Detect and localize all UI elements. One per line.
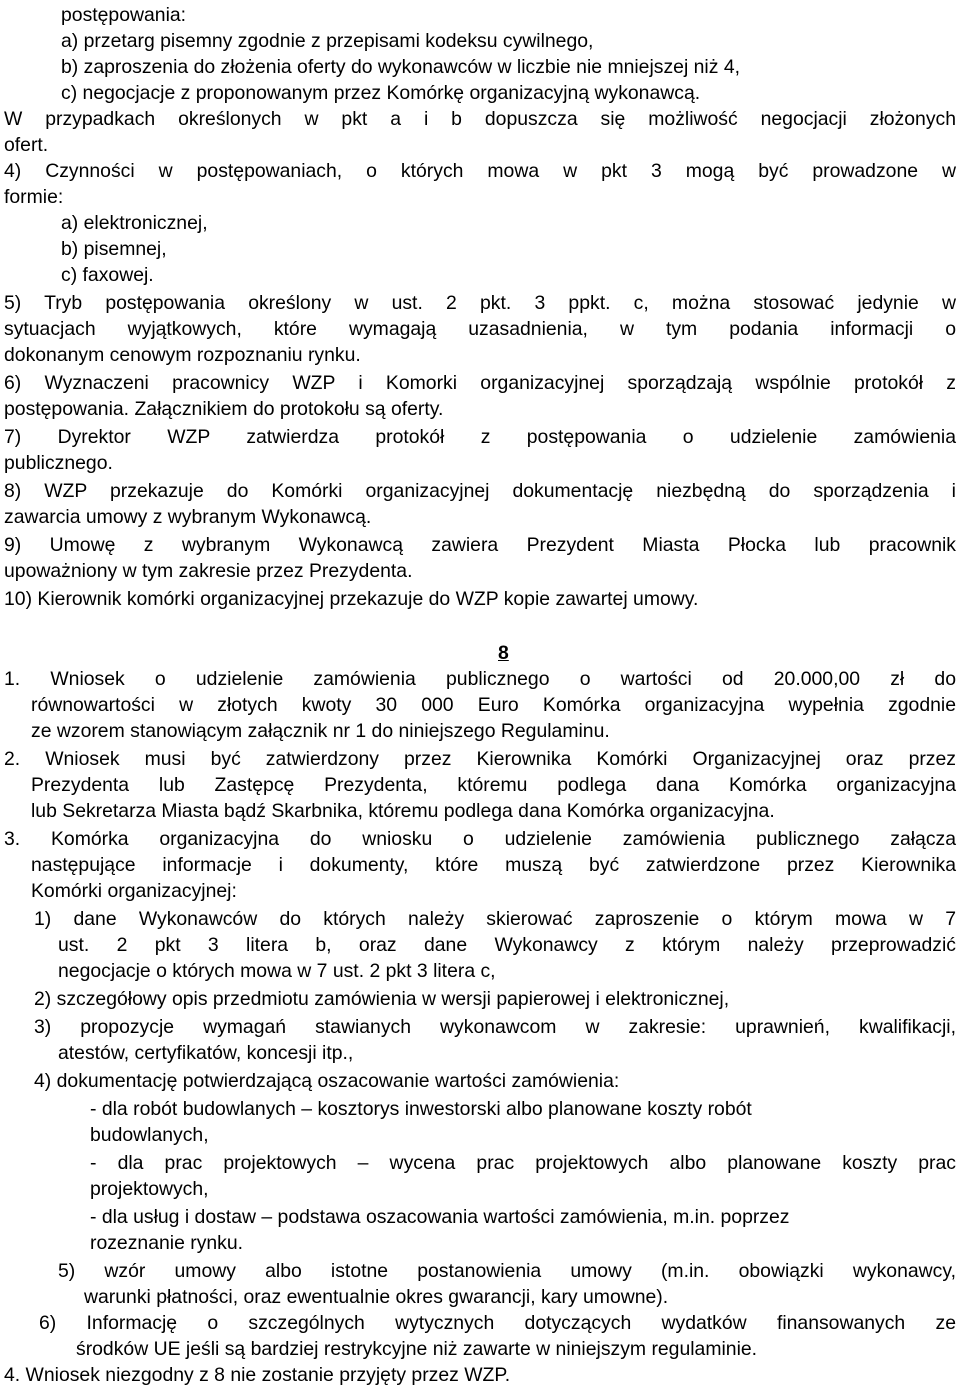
text-line: - dla robót budowlanych – kosztorys inwestorski albo planowane koszty robót xyxy=(90,1098,752,1120)
text-line: 1) dane Wykonawców do których należy skierować zaproszenie o którym mowa w 7 xyxy=(34,908,956,930)
text-line: ofert. xyxy=(4,134,49,156)
text-line: upoważniony w tym zakresie przez Prezydenta. xyxy=(4,560,413,582)
text-line: równowartości w złotych kwoty 30 000 Euro Komórka organizacyjna wypełnia zgodnie xyxy=(31,694,956,716)
text-line: a) przetarg pisemny zgodnie z przepisami kodeksu cywilnego, xyxy=(61,30,594,52)
text-line: - dla usług i dostaw – podstawa oszacowania wartości zamówienia, m.in. poprzez xyxy=(90,1206,790,1228)
text-line: 4. Wniosek niezgodny z 8 nie zostanie przyjęty przez WZP. xyxy=(4,1364,511,1386)
text-line: 8) WZP przekazuje do Komórki organizacyjnej dokumentację niezbędną do sporządzenia i xyxy=(4,480,956,502)
text-line: postępowania: xyxy=(61,4,187,26)
text-line: 4) dokumentację potwierdzającą oszacowanie wartości zamówienia: xyxy=(34,1070,620,1092)
text-line: rozeznanie rynku. xyxy=(90,1232,244,1254)
section-marker xyxy=(498,640,509,666)
text-line: W przypadkach określonych w pkt a i b dopuszcza się możliwość negocjacji złożonych xyxy=(4,108,956,130)
text-line: 5) wzór umowy albo istotne postanowienia umowy (m.in. obowiązki wykonawcy, xyxy=(58,1260,956,1282)
text-line: budowlanych, xyxy=(90,1124,209,1146)
text-line: zawarcia umowy z wybranym Wykonawcą. xyxy=(4,506,372,528)
text-line: b) pisemnej, xyxy=(61,238,167,260)
text-line: 3. Komórka organizacyjna do wniosku o udzielenie zamówienia publicznego załącza xyxy=(4,828,956,850)
text-line: lub Sekretarza Miasta bądź Skarbnika, któremu podlega dana Komórka organizacyjna. xyxy=(31,800,775,822)
text-line: sytuacjach wyjątkowych, które wymagają uzasadnienia, w tym podania informacji o xyxy=(4,318,956,340)
text-line: atestów, certyfikatów, koncesji itp., xyxy=(58,1042,354,1064)
text-line: negocjacje o których mowa w 7 ust. 2 pkt 3 litera c, xyxy=(58,960,496,982)
text-line: a) elektronicznej, xyxy=(61,212,208,234)
text-line: Komórki organizacyjnej: xyxy=(31,880,237,902)
text-line: Prezydenta lub Zastępcę Prezydenta, któremu podlega dana Komórka organizacyjna xyxy=(31,774,956,796)
text-line: 4) Czynności w postępowaniach, o których mowa w pkt 3 mogą być prowadzone w xyxy=(4,160,956,182)
text-line: 1. Wniosek o udzielenie zamówienia publicznego o wartości od 20.000,00 zł do xyxy=(4,668,956,690)
text-line: 2. Wniosek musi być zatwierdzony przez Kierownika Komórki Organizacyjnej oraz przez xyxy=(4,748,956,770)
text-line: ze wzorem stanowiącym załącznik nr 1 do niniejszego Regulaminu. xyxy=(31,720,610,742)
text-line: projektowych, xyxy=(90,1178,209,1200)
text-line: 6) Informację o szczególnych wytycznych dotyczących wydatków finansowanych ze xyxy=(39,1312,956,1334)
text-line: formie: xyxy=(4,186,64,208)
text-line: ust. 2 pkt 3 litera b, oraz dane Wykonawcy z którym należy przeprowadzić xyxy=(58,934,956,956)
text-line: publicznego. xyxy=(4,452,113,474)
text-line: 9) Umowę z wybranym Wykonawcą zawiera Prezydent Miasta Płocka lub pracownik xyxy=(4,534,956,556)
text-line: 3) propozycje wymagań stawianych wykonawcom w zakresie: uprawnień, kwalifikacji, xyxy=(34,1016,956,1038)
text-line: b) zaproszenia do złożenia oferty do wykonawców w liczbie nie mniejszej niż 4, xyxy=(61,56,740,78)
section-number: 8 xyxy=(498,642,509,664)
text-line: c) faxowej. xyxy=(61,264,154,286)
text-line: 7) Dyrektor WZP zatwierdza protokół z postępowania o udzielenie zamówienia xyxy=(4,426,956,448)
text-line: następujące informacje i dokumenty, które muszą być zatwierdzone przez Kierownika xyxy=(31,854,956,876)
text-line: 6) Wyznaczeni pracownicy WZP i Komorki organizacyjnej sporządzają wspólnie protokół z xyxy=(4,372,956,394)
text-line: c) negocjacje z proponowanym przez Komórkę organizacyjną wykonawcą. xyxy=(61,82,701,104)
text-line: 5) Tryb postępowania określony w ust. 2 pkt. 3 ppkt. c, można stosować jedynie w xyxy=(4,292,956,314)
text-line: 2) szczegółowy opis przedmiotu zamówienia w wersji papierowej i elektronicznej, xyxy=(34,988,730,1010)
text-line: środków UE jeśli są bardziej restrykcyjne niż zawarte w niniejszym regulaminie. xyxy=(76,1338,758,1360)
text-line: 10) Kierownik komórki organizacyjnej przekazuje do WZP kopie zawartej umowy. xyxy=(4,588,699,610)
text-line: postępowania. Załącznikiem do protokołu są oferty. xyxy=(4,398,444,420)
text-line: - dla prac projektowych – wycena prac projektowych albo planowane koszty prac xyxy=(90,1152,956,1174)
text-line: dokonanym cenowym rozpoznaniu rynku. xyxy=(4,344,361,366)
text-line: warunki płatności, oraz ewentualnie okres gwarancji, kary umowne). xyxy=(84,1286,669,1308)
